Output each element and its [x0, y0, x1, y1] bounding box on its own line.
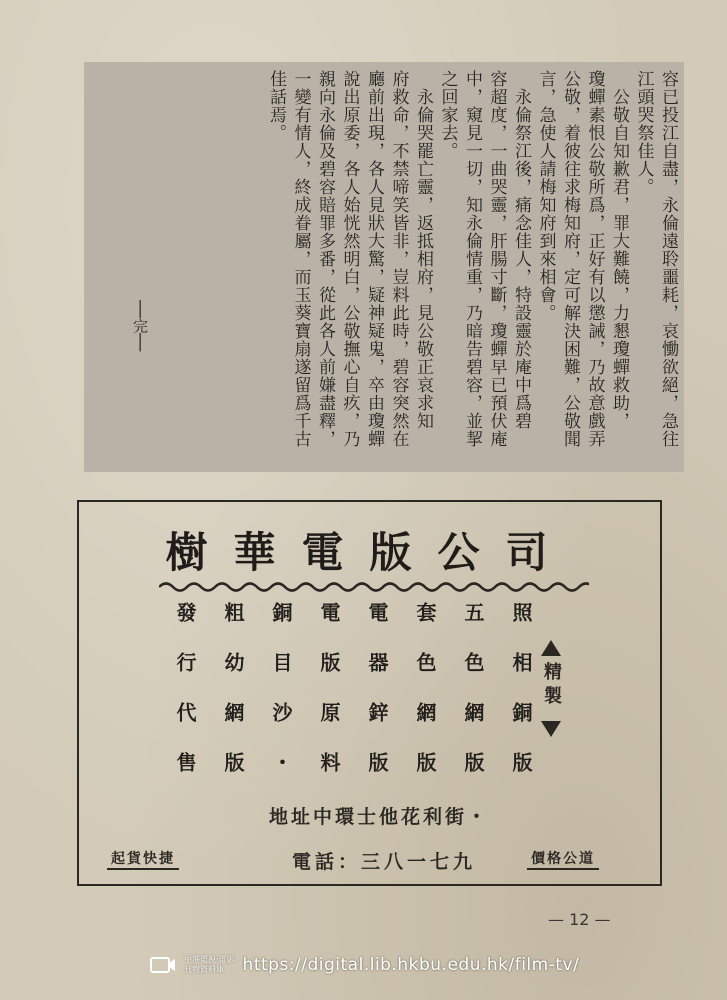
triangle-up-icon — [541, 640, 561, 656]
story-text — [100, 70, 680, 470]
library-watermark[interactable] — [150, 950, 579, 980]
wavy-divider — [159, 580, 589, 594]
company-name: 樹華電版公司 — [165, 528, 574, 577]
product-item: 照相銅版 — [509, 602, 533, 802]
story-column: 瓊蟬素恨公敬所爲，正好有以懲誡，乃故意戲弄 — [584, 70, 605, 448]
story-column: 永倫哭罷亡靈，返抵相府，見公敬正哀求知 — [413, 70, 433, 430]
end-mark: ──完── — [131, 300, 149, 352]
product-item: 五色網版 — [461, 602, 485, 802]
product-item: 銅目沙・ — [269, 602, 293, 802]
watermark-org-line1: 中港電視·電影 — [184, 955, 235, 964]
story-column: 公敬自知歉君，罪大難饒，力懇瓊蟬救助， — [609, 70, 629, 430]
product-list — [159, 602, 539, 802]
quality-badge — [536, 640, 566, 770]
fair-price-tag: 價格公道 — [527, 848, 599, 870]
story-column: 佳話焉。 — [266, 70, 286, 142]
company-phone: 電話：三八一七九 — [291, 851, 476, 873]
quality-label: 精製 — [541, 662, 562, 710]
story-column: 容超度，一曲哭靈，肝腸寸斷，瓊蟬早已預伏庵 — [486, 70, 507, 448]
watermark-org — [184, 955, 235, 975]
story-column: 說出原委，各人始恍然明白，公敬撫心自疚，乃 — [339, 70, 360, 448]
story-column: 一變有情人，終成眷屬，而玉葵寶扇遂留爲千古 — [290, 70, 311, 448]
story-column: 廳前出現，各人見狀大驚，疑神疑鬼，卒由瓊蟬 — [364, 70, 384, 448]
product-item: 套色網版 — [413, 602, 437, 802]
film-library-logo-icon — [150, 954, 176, 976]
story-column: 之回家去。 — [437, 70, 458, 160]
product-item: 粗幼網版 — [221, 602, 245, 802]
story-column: 永倫祭江後，痛念佳人，特設靈於庵中爲碧 — [511, 70, 531, 430]
fast-delivery-tag: 起貨快捷 — [107, 848, 179, 870]
story-column: 容已投江自盡，永倫遠聆噩耗，哀慟欲絕，急往 — [658, 70, 678, 448]
story-column: 言，急使人請梅知府到來相會。 — [535, 70, 556, 322]
product-item: 發行代售 — [173, 602, 197, 802]
page-number: — 12 — — [548, 910, 611, 929]
advertisement-box — [77, 500, 662, 886]
story-column: 府救命，不禁啼笑皆非，豈料此時，碧容突然在 — [388, 70, 409, 448]
watermark-org-line2: 刊物資料庫 — [184, 965, 224, 974]
watermark-url[interactable]: https://digital.lib.hkbu.edu.hk/film-tv/ — [242, 955, 580, 975]
product-item: 電器鋅版 — [365, 602, 389, 802]
company-address: 地址中環士他花利街・ — [268, 806, 489, 828]
product-item: 電版原料 — [317, 602, 341, 802]
story-column: 公敬，着彼往求梅知府，定可解決困難，公敬聞 — [560, 70, 580, 448]
triangle-down-icon — [541, 721, 561, 737]
story-column: 江頭哭祭佳人。 — [633, 70, 654, 196]
story-column: 中，窺見一切，知永倫情重，乃暗告碧容，並挈 — [462, 70, 482, 448]
story-column: 親向永倫及碧容賠罪多番，從此各人前嫌盡釋， — [315, 70, 335, 448]
